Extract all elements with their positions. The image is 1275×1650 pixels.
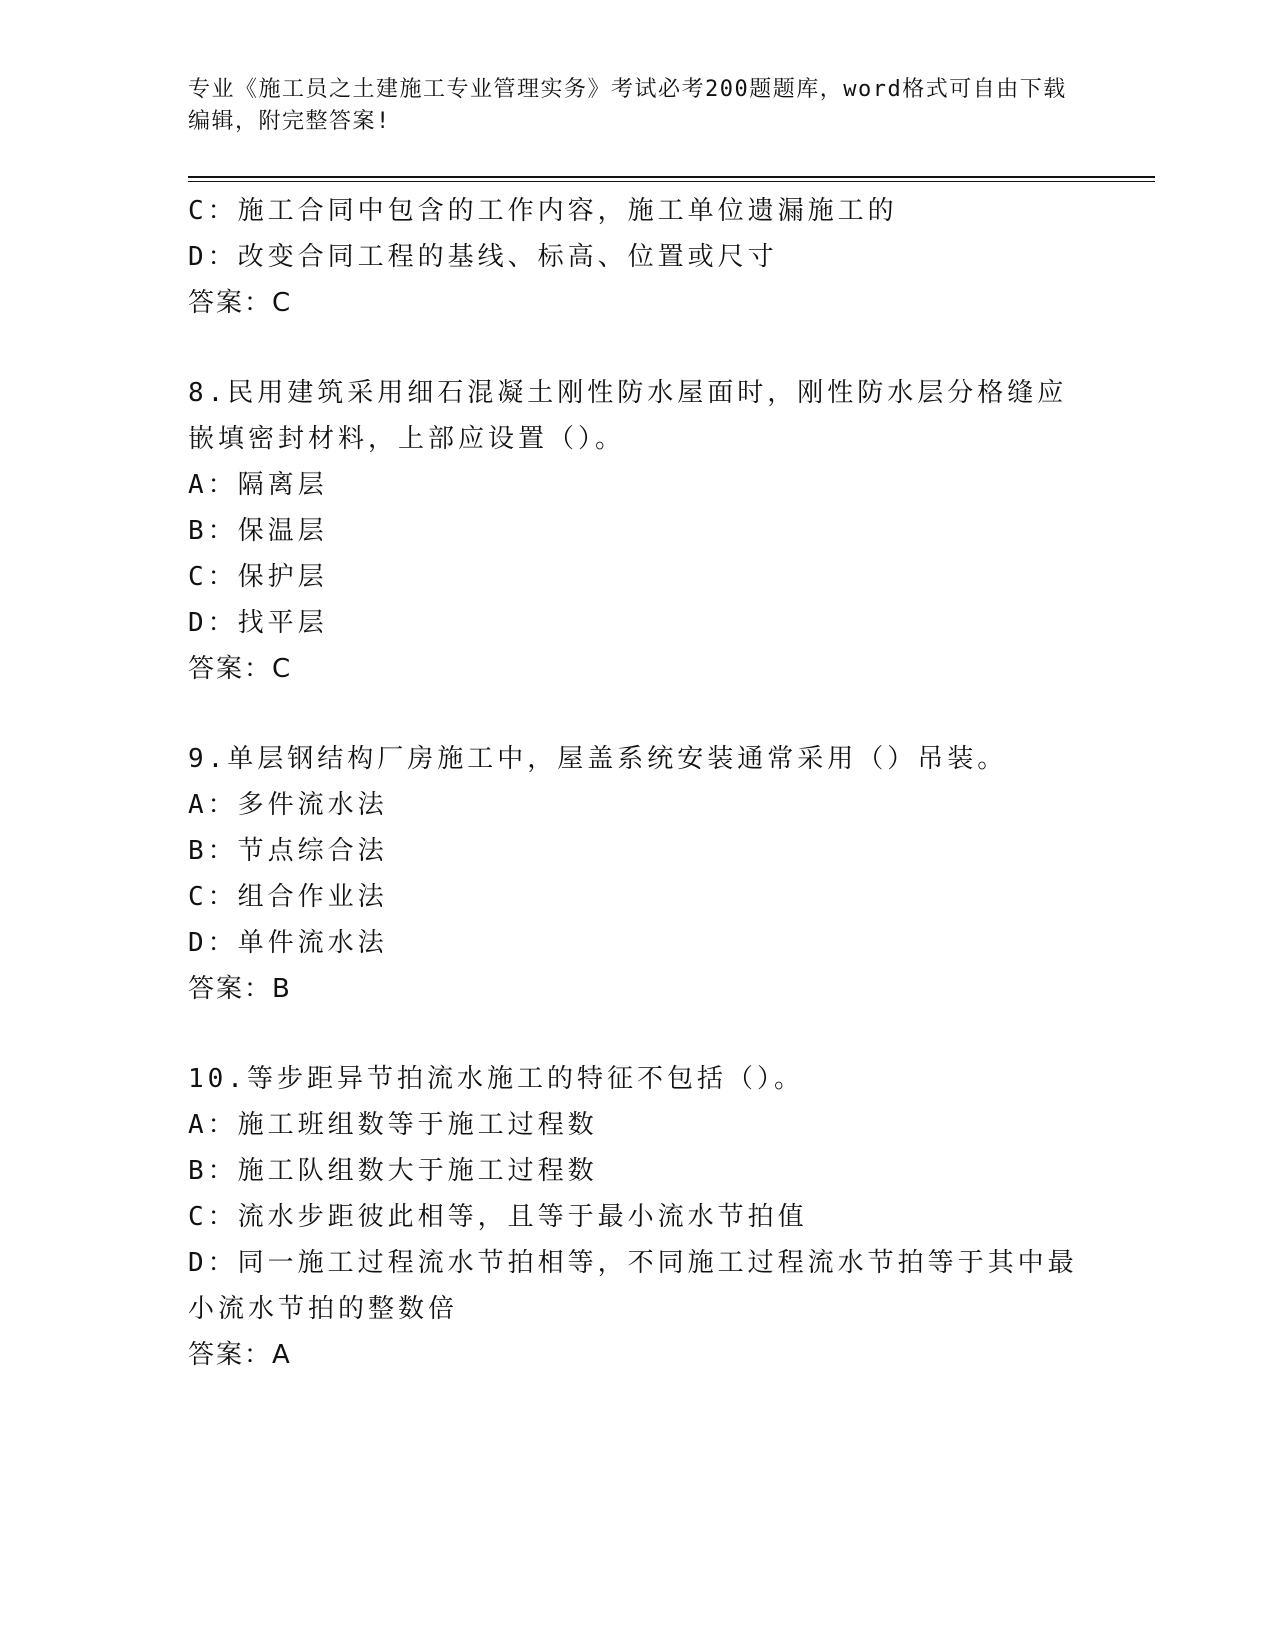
option-a: A：施工班组数等于施工过程数 xyxy=(188,1110,598,1140)
option-b: B：保温层 xyxy=(188,516,328,546)
answer-line: 答案：A xyxy=(188,1340,292,1370)
questions-content xyxy=(188,188,1088,1378)
option-c: C：施工合同中包含的工作内容，施工单位遗漏施工的 xyxy=(188,196,898,226)
option-a: A：隔离层 xyxy=(188,470,328,500)
option-b: B：施工队组数大于施工过程数 xyxy=(188,1156,598,1186)
answer-line: 答案：B xyxy=(188,974,292,1004)
option-c: C：组合作业法 xyxy=(188,882,388,912)
question-10 xyxy=(188,1056,1088,1378)
spacer xyxy=(188,326,1088,370)
header-rule-thick xyxy=(188,176,1155,178)
option-d: D：找平层 xyxy=(188,608,328,638)
answer-line: 答案：C xyxy=(188,288,293,318)
header-rule-thin xyxy=(188,181,1155,182)
question-stem: 9.单层钢结构厂房施工中，屋盖系统安装通常采用（）吊装。 xyxy=(188,744,1008,774)
option-c: C：保护层 xyxy=(188,562,328,592)
option-a: A：多件流水法 xyxy=(188,790,388,820)
question-7-continued xyxy=(188,188,1088,326)
question-8 xyxy=(188,370,1088,692)
option-d: D：单件流水法 xyxy=(188,928,388,958)
page-header: 专业《施工员之土建施工专业管理实务》考试必考200题题库，word格式可自由下载编辑，附完整答案! xyxy=(188,77,1067,134)
spacer xyxy=(188,1012,1088,1056)
spacer xyxy=(188,692,1088,736)
question-9 xyxy=(188,736,1088,1012)
question-stem: 8.民用建筑采用细石混凝土刚性防水屋面时，刚性防水层分格缝应嵌填密封材料，上部应设置（）。 xyxy=(188,378,1068,454)
option-c: C：流水步距彼此相等，且等于最小流水节拍值 xyxy=(188,1202,808,1232)
option-d: D：同一施工过程流水节拍相等，不同施工过程流水节拍等于其中最小流水节拍的整数倍 xyxy=(188,1248,1078,1324)
option-d: D：改变合同工程的基线、标高、位置或尺寸 xyxy=(188,242,778,272)
option-b: B：节点综合法 xyxy=(188,836,388,866)
answer-line: 答案：C xyxy=(188,654,293,684)
question-stem: 10.等步距异节拍流水施工的特征不包括（）。 xyxy=(188,1064,804,1094)
